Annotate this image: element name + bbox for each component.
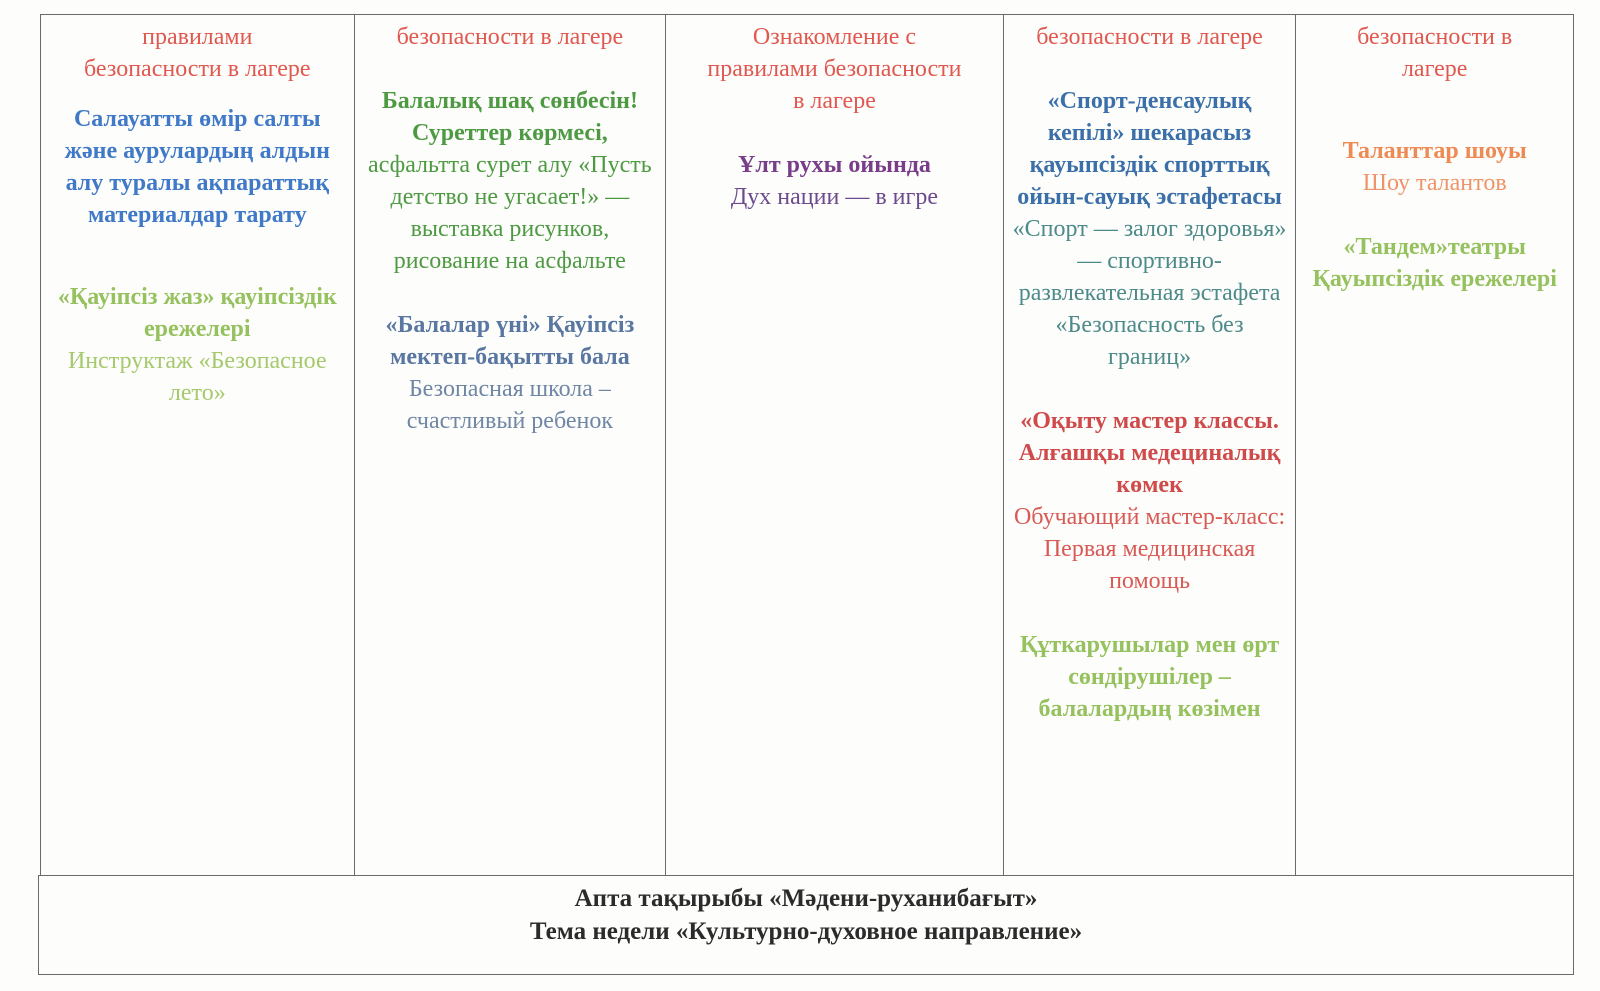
activity-description: Обучающий мастер-класс: Первая медицинская помощь <box>1013 504 1286 594</box>
activity-title: «Оқыту мастер классы. Алғашқы медециналық көмек <box>1018 408 1281 498</box>
activity-title: «Қауіпсіз жаз» қауіпсіздік ережелері <box>57 284 337 342</box>
activity-title: Ұлт рухы ойында <box>738 152 931 178</box>
activity-entry <box>674 149 995 213</box>
activity-title: Таланттар шоуы <box>1342 138 1527 164</box>
column-header: правилами безопасности в лагере <box>84 24 311 82</box>
activity-entry <box>1012 85 1288 373</box>
week-theme-footer <box>38 875 1574 975</box>
activity-description: Шоу талантов <box>1362 170 1507 196</box>
activity-title: Салауатты өмір салты және аурулардың алдын алу туралы ақпараттық материалдар тарату <box>64 106 330 228</box>
activity-description: асфальтта сурет алу «Пусть детство не угасает!» — выставка рисунков, рисование на асфальте <box>368 152 652 274</box>
day-column-2 <box>355 15 667 875</box>
activity-entry <box>1012 405 1288 597</box>
activity-title: «Спорт-денсаулық кепілі» шекарасыз қауыпсіздік спорттық ойын-сауық эстафетасы <box>1017 88 1282 210</box>
week-theme-ru: Тема недели «Культурно-духовное направление» <box>529 918 1083 945</box>
activity-title: Құткарушылар мен өрт сөндірушілер – балалардың көзімен <box>1019 632 1280 722</box>
column-header: Ознакомление с правилами безопасности в лагере <box>707 24 962 114</box>
activity-description: Безопасная школа – счастливый ребенок <box>406 376 614 434</box>
column-header: безопасности в лагере <box>396 24 624 50</box>
activity-title: Балалық шақ сөнбесін! Суреттер көрмесі, <box>381 88 638 146</box>
day-column-5 <box>1296 15 1573 875</box>
activity-entry <box>49 281 346 409</box>
activity-description: Дух нации — в игре <box>730 184 938 210</box>
activity-entry <box>363 309 658 437</box>
schedule-table <box>40 14 1574 875</box>
day-column-3 <box>666 15 1004 875</box>
activity-description: «Спорт — залог здоровья» — спортивно-развлекательная эстафета «Безопасность без границ» <box>1012 216 1287 370</box>
week-theme-kz: Апта тақырыбы «Мәдени-руханибағыт» <box>574 885 1038 912</box>
activity-description: Инструктаж «Безопасное лето» <box>67 348 327 406</box>
day-column-1 <box>41 15 355 875</box>
column-header: безопасности в лагере <box>1357 24 1513 82</box>
column-header: безопасности в лагере <box>1036 24 1263 50</box>
day-column-4 <box>1004 15 1297 875</box>
activity-entry <box>1304 135 1565 199</box>
activity-title: «Балалар үні» Қауіпсіз мектеп-бақытты бала <box>385 312 635 370</box>
activity-title: «Тандем»театры Қауыпсіздік ережелері <box>1312 234 1557 292</box>
activity-entry <box>363 85 658 277</box>
